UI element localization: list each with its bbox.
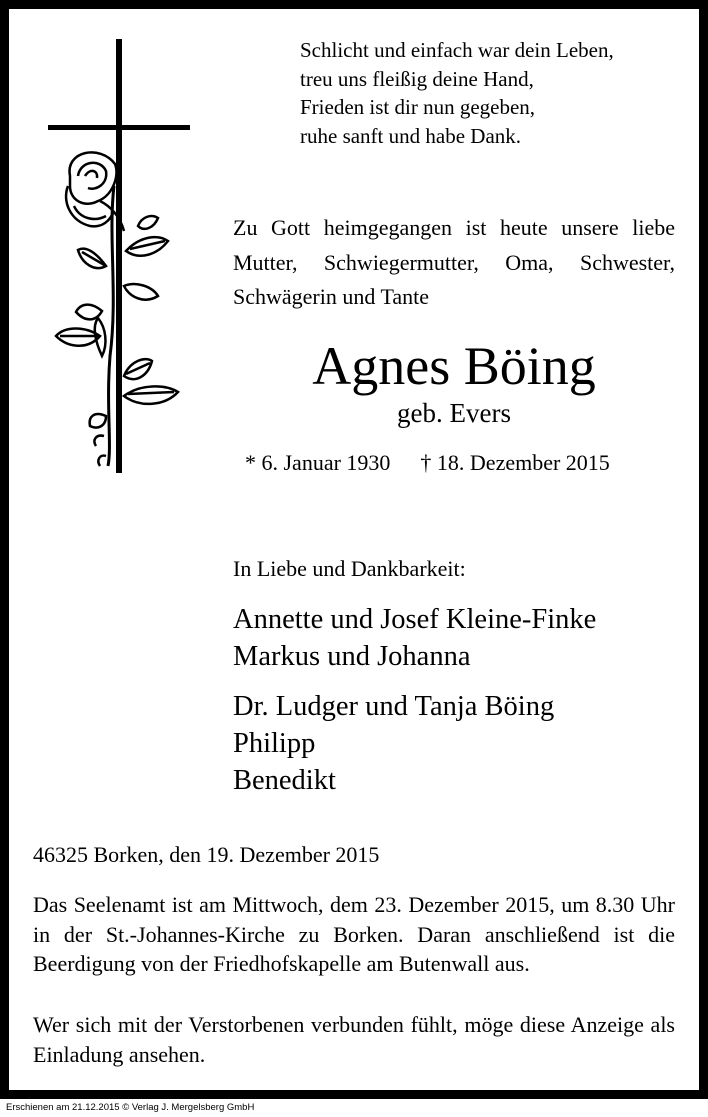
deceased-name: Agnes Böing (312, 336, 596, 396)
poem (300, 36, 614, 150)
publication-footer: Erschienen am 21.12.2015 © Verlag J. Mergelsberg GmbH (6, 1102, 255, 1113)
maiden-name: geb. Evers (397, 398, 511, 428)
poem-line: Frieden ist dir nun gegeben, (300, 95, 536, 119)
announcement-intro: Zu Gott heimgegangen ist heute unsere liebe Mutter, Schwiegermutter, Oma, Schwester, Schwägerin und Tante (233, 215, 675, 309)
thanks-line: In Liebe und Dankbarkeit: (233, 556, 466, 581)
poem-line: treu uns fleißig deine Hand, (300, 66, 534, 91)
poem-line: ruhe sanft und habe Dank. (300, 123, 522, 148)
cross-with-rose-icon (40, 36, 190, 476)
invitation-text: Wer sich mit der Verstorbenen verbunden fühlt, möge diese Anzeige als Einladung ansehen. (33, 1012, 675, 1067)
family-line: Benedikt (233, 765, 336, 796)
family-line: Philipp (233, 728, 316, 759)
birth-date: * 6. Januar 1930 (245, 450, 391, 475)
family-line: Annette und Josef Kleine-Finke (233, 604, 597, 635)
family-group-1 (233, 601, 596, 675)
life-dates (245, 449, 610, 477)
family-group-2 (233, 688, 554, 799)
family-line: Dr. Ludger und Tanja Böing (233, 691, 555, 722)
poem-line: Schlicht und einfach war dein Leben, (300, 38, 614, 62)
place-date: 46325 Borken, den 19. Dezember 2015 (33, 842, 380, 867)
death-date: † 18. Dezember 2015 (420, 450, 610, 475)
family-line: Markus und Johanna (233, 641, 471, 672)
service-info: Das Seelenamt ist am Mittwoch, dem 23. Dezember 2015, um 8.30 Uhr in der St.-Johannes-Kirche zu Borken. Daran anschließend ist die Beerdigung von der Friedhofskapelle am Butenwall aus. (33, 892, 675, 976)
